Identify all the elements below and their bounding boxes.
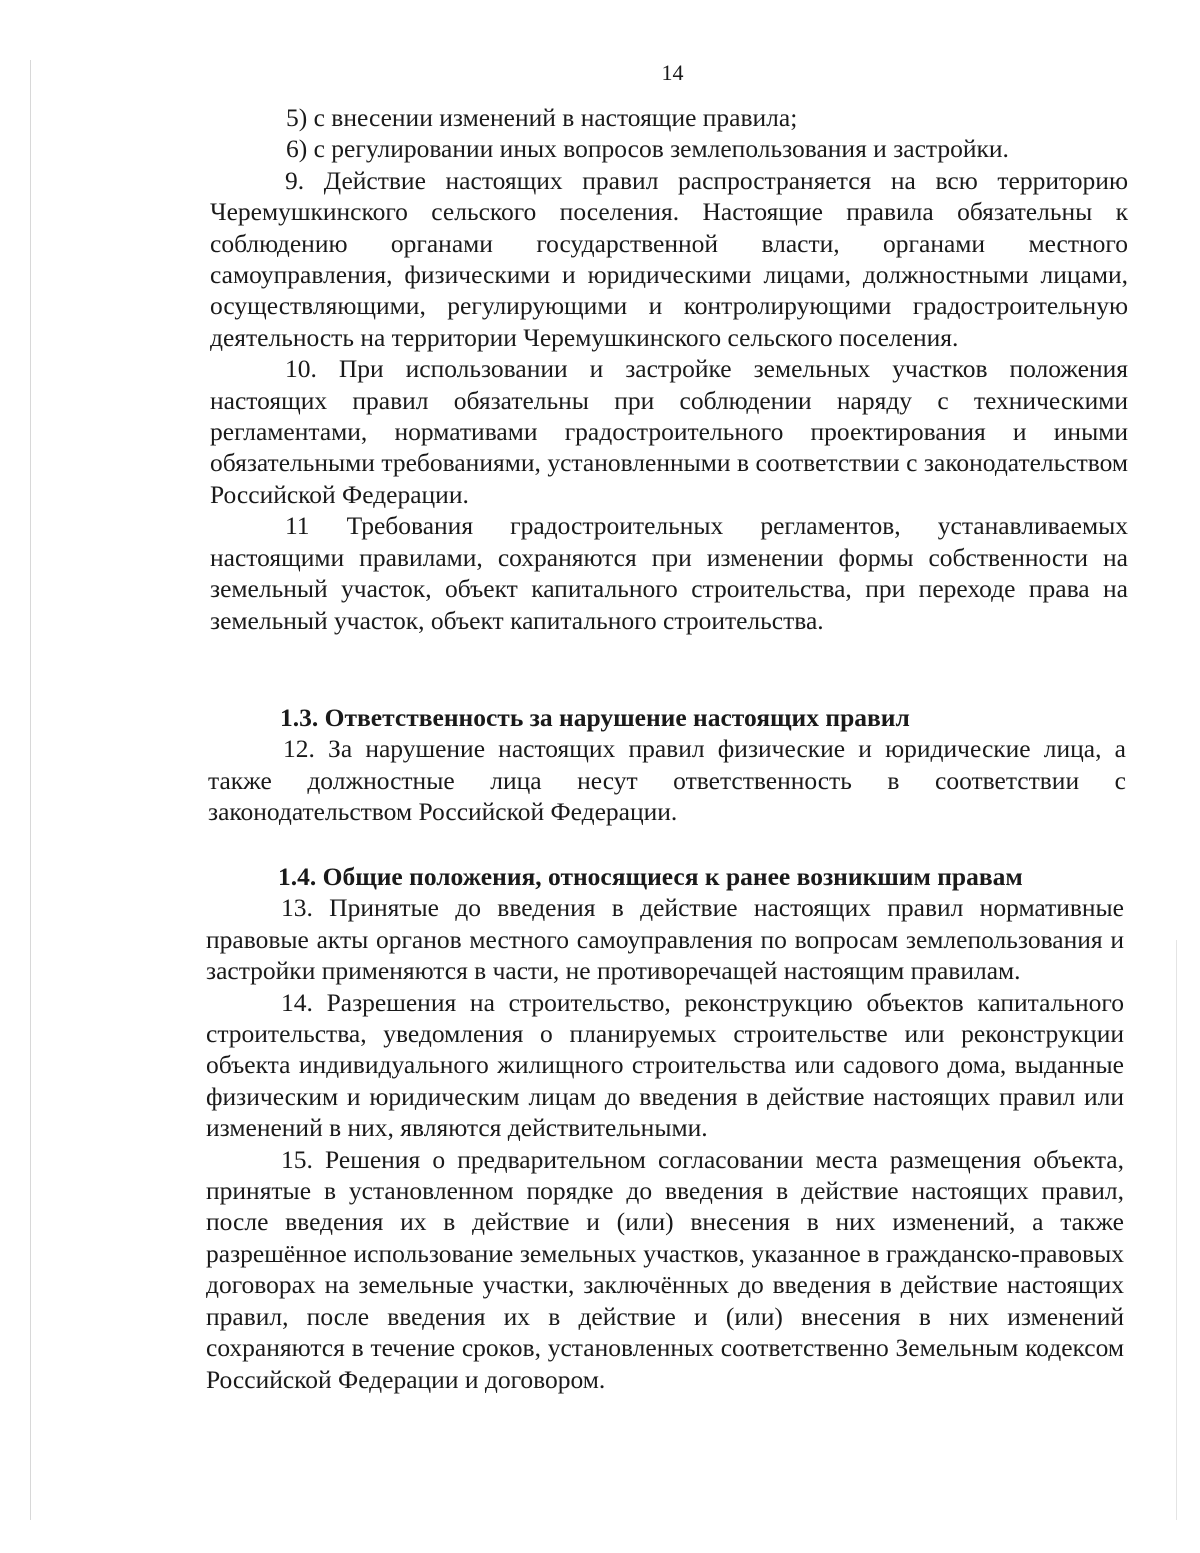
paragraph-9: 9. Действие настоящих правил распространяется на всю территорию Черемушкинского сельского поселения. Настоящие правила обязательны к соблюдению органами государственной власти, органами местного самоуправления, физическими и юридическими лицами, должностными лицами, осуществляющими, регулирующими и контролирующими градостроительную деятельность на территории Черемушкинского сельского поселения. (210, 165, 1128, 352)
scan-edge-left (30, 60, 31, 1520)
page-number: 14 (661, 60, 684, 85)
paragraph-15: 15. Решения о предварительном согласовании места размещения объекта, принятые в установленном порядке до введения в действие настоящих правил, после введения их в действие и (или) внесения в них изменений, а также разрешённое использование земельных участков, указанное в гражданско-правовых договорах на земельные участки, заключённых до введения в действие настоящих правил, после введения их в действие и (или) внесения в них изменений сохраняются в течение сроков, установленных соответственно Земельным кодексом Российской Федерации и договором. (206, 1144, 1124, 1394)
paragraph-14: 14. Разрешения на строительство, реконструкцию объектов капитального строительства, уведомления о планируемых строительстве или реконструкции объекта индивидуального жилищного строительства или садового дома, выданные физическим и юридическим лицам до введения в действие настоящих правил или изменений в них, являются действительными. (206, 987, 1124, 1143)
paragraph-13: 13. Принятые до введения в действие настоящих правил нормативные правовые акты органов местного самоуправления по вопросам землепользования и застройки применяются в части, не противоречащей настоящим правилам. (206, 893, 1124, 986)
paragraph-10: 10. При использовании и застройке земельных участков положения настоящих правил обязательны при соблюдении наряду с техническими регламентами, нормативами градостроительного проектирования и иными обязательными требованиями, установленными в соответствии с законодательством Российской Федерации. (210, 354, 1128, 509)
section-heading: 1.4. Общие положения, относящиеся к ранее возникшим правам (278, 862, 1023, 891)
section-1-4 (206, 861, 1124, 1395)
list-item: 6) с регулировании иных вопросов землепользования и застройки. (286, 134, 1009, 164)
paragraph-12: 12. За нарушение настоящих правил физические и юридические лица, а также должностные лица несут ответственность в соответствии с законодательством Российской Федерации. (208, 734, 1126, 827)
scan-edge-right (1176, 940, 1177, 1520)
body-text-top (210, 102, 1128, 636)
section-1-3 (208, 702, 1126, 828)
list-item: 5) с внесении изменений в настоящие правила; (286, 103, 798, 132)
section-heading: 1.3. Ответственность за нарушение настоящих правил (280, 703, 910, 732)
paragraph-11: 11 Требования градостроительных регламентов, устанавливаемых настоящими правилами, сохраняются при изменении формы собственности на земельный участок, объект капитального строительства, при переходе права на земельный участок, объект капитального строительства. (210, 511, 1128, 635)
